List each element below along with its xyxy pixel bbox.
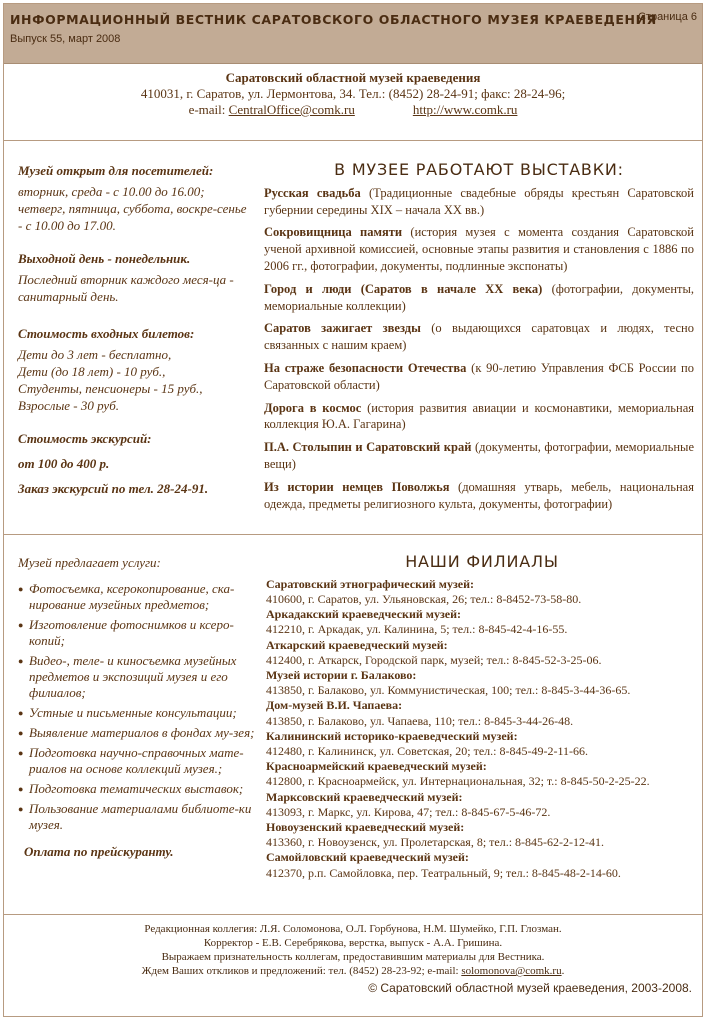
service-item: ● Видео-, теле- и киносъемка музейных предметов и экспозиций музея и его филиалов;	[18, 653, 258, 701]
feedback-suffix: .	[561, 965, 565, 977]
exhibition-description: (документы, фотографии, мемориальные вещи)	[264, 440, 694, 471]
exhibition-description: (к 90-летию Управления ФСБ России по Саратовской области)	[264, 360, 694, 392]
branch-name: Дом-музей В.И. Чапаева:	[266, 698, 403, 713]
email-line	[189, 102, 355, 118]
branch-address: 412370, р.п. Самойловка, пер. Театральный, 9; тел.: 8-845-48-2-14-60.	[266, 865, 621, 880]
exhibition-item	[264, 185, 694, 219]
service-item: ● Подготовка тематических выставок;	[18, 781, 258, 797]
exhibitions-section	[264, 162, 694, 518]
exhibition-item	[264, 320, 694, 354]
branch-item	[266, 698, 698, 728]
exhibition-item	[264, 360, 694, 394]
contact-links	[4, 102, 702, 118]
museum-name: Саратовский областной музей краеведения	[225, 70, 481, 85]
service-item: ● Фотосъемка, ксерокопирование, ска-нирование музейных предметов;	[18, 581, 258, 613]
page-header	[4, 4, 702, 64]
branch-name: Новоузенский краеведческий музей:	[266, 820, 465, 835]
branch-name: Музей истории г. Балаково:	[266, 668, 417, 683]
branch-address: 412210, г. Аркадак, ул. Калинина, 5; тел.: 8-845-42-4-16-55.	[266, 622, 568, 637]
exhibition-title: Город и люди (Саратов в начале XX века)	[264, 281, 543, 296]
email-link[interactable]: CentralOffice@comk.ru	[228, 102, 355, 117]
branch-item	[266, 577, 698, 607]
service-item: ● Выявление материалов в фондах му-зея;	[18, 725, 258, 741]
ticket-price: Студенты, пенсионеры - 15 руб.,	[18, 381, 203, 396]
branch-address: 413093, г. Маркс, ул. Кирова, 47; тел.: 8-845-67-5-46-72.	[266, 804, 551, 819]
proofreader-credit: Корректор - Е.В. Серебрякова, верстка, выпуск - А.А. Гришина.	[203, 937, 503, 949]
exhibition-title: На страже безопасности Отечества	[264, 360, 467, 375]
branch-name: Аркадакский краеведческий музей:	[266, 607, 461, 622]
service-item: ● Пользование материалами библиоте-ки музея.	[18, 801, 258, 833]
email-prefix: e-mail:	[188, 102, 226, 117]
feedback-line	[4, 964, 702, 978]
service-item: ● Подготовка научно-справочных мате-риалов на основе коллекций музея.;	[18, 745, 258, 777]
exhibition-item	[264, 281, 694, 315]
exhibition-description: (о выдающихся саратовцах и людях, тесно связанных с нашим краем)	[264, 321, 694, 353]
newsletter-page	[3, 3, 703, 1017]
branch-address: 412800, г. Красноармейск, ул. Интернациональная, 32; т.: 8-845-50-2-25-22.	[266, 774, 650, 789]
branch-item	[266, 668, 698, 698]
page-number: Страница 6	[637, 11, 697, 23]
branch-item	[266, 850, 698, 880]
divider	[4, 140, 702, 141]
website-link[interactable]: http://www.comk.ru	[412, 102, 518, 117]
exhibition-description: (домашняя утварь, мебель, национальная одежда, предметы религиозного культа, документы, фотографии)	[264, 479, 694, 511]
service-item: ● Изготовление фотоснимков и ксеро-копий;	[18, 617, 258, 649]
branch-address: 413850, г. Балаково, ул. Коммунистическая, 100; тел.: 8-845-3-44-36-65.	[266, 683, 631, 698]
branch-name: Калининский историко-краеведческий музей:	[266, 728, 518, 743]
branch-name: Аткарский краеведческий музей:	[266, 637, 448, 652]
copyright: © Саратовский областной музей краеведения, 2003-2008.	[368, 981, 692, 995]
ticket-price: Взрослые - 30 руб.	[18, 398, 119, 413]
excursions-heading: Стоимость экскурсий:	[18, 431, 152, 446]
exhibition-title: Сокровищница памяти	[264, 225, 403, 240]
exhibition-title: П.А. Столыпин и Саратовский край	[264, 440, 472, 455]
visiting-info	[18, 162, 250, 497]
museum-contacts	[4, 70, 702, 118]
branch-item	[266, 820, 698, 850]
branches-title: НАШИ ФИЛИАЛЫ	[405, 552, 559, 571]
exhibition-item	[264, 224, 694, 274]
ticket-price: Дети до 3 лет - бесплатно,	[18, 347, 172, 362]
hours-schedule: вторник, среда - с 10.00 до 16.00; четверг, пятница, суббота, воскре-сенье - с 10.00 до 17.00.	[18, 184, 247, 233]
feedback-prefix: Ждем Ваших откликов и предложений: тел. (8452) 28-23-92; e-mail:	[141, 965, 462, 977]
service-item: ● Устные и письменные консультации;	[18, 705, 258, 721]
exhibition-item	[264, 479, 694, 513]
branch-name: Самойловский краеведческий музей:	[266, 850, 469, 865]
hours-heading: Музей открыт для посетителей:	[18, 163, 214, 178]
exhibition-title: Саратов зажигает звезды	[264, 321, 421, 336]
branch-item	[266, 790, 698, 820]
museum-address: 410031, г. Саратов, ул. Лермонтова, 34. Тел.: (8452) 28-24-91; факс: 28-24-96;	[140, 86, 566, 101]
thanks-note: Выражаем признательность коллегам, предоставившим материалы для Вестника.	[161, 951, 545, 963]
exhibition-title: Дорога в космос	[264, 400, 362, 415]
branch-item	[266, 759, 698, 789]
branch-item	[266, 729, 698, 759]
tickets-heading: Стоимость входных билетов:	[18, 326, 195, 341]
exhibition-description: (история музея с момента создания Саратовской ученой архивной комиссией, основные этапы развития и становления с 1886 по 2006 гг., фотографии, документы, подлинные экспонаты)	[264, 225, 694, 273]
branch-item	[266, 607, 698, 637]
day-off-note: Последний вторник каждого меся-ца - санитарный день.	[18, 272, 234, 304]
branches-section	[266, 554, 698, 881]
exhibition-item	[264, 439, 694, 473]
exhibitions-title: В МУЗЕЕ РАБОТАЮТ ВЫСТАВКИ:	[334, 160, 624, 179]
branch-name: Красноармейский краеведческий музей:	[266, 759, 487, 774]
branch-name: Саратовский этнографический музей:	[266, 576, 475, 591]
exhibition-title: Русская свадьба	[264, 185, 361, 200]
services-list	[18, 581, 258, 833]
exhibitions-list	[264, 185, 694, 513]
branch-address: 413850, г. Балаково, ул. Чапаева, 110; тел.: 8-845-3-44-26-48.	[266, 713, 574, 728]
page-footer	[4, 922, 702, 978]
exhibition-item	[264, 400, 694, 434]
newsletter-title: ИНФОРМАЦИОННЫЙ ВЕСТНИК САРАТОВСКОГО ОБЛАСТНОГО МУЗЕЯ КРАЕВЕДЕНИЯ	[10, 12, 657, 27]
divider	[4, 914, 702, 915]
exhibition-description: (фотографии, документы, мемориальные коллекции)	[264, 281, 694, 313]
exhibition-description: (история развития авиации и космонавтики, мемориальная коллекция Ю.А. Гагарина)	[264, 400, 694, 432]
branch-item	[266, 638, 698, 668]
services-heading: Музей предлагает услуги:	[18, 555, 161, 570]
ticket-price: Дети (до 18 лет) - 10 руб.,	[18, 364, 166, 379]
exhibition-description: (Традиционные свадебные обряды крестьян Саратовской губернии середины XIX – начала XX вв.)	[264, 185, 695, 217]
branches-list	[266, 577, 698, 881]
branch-address: 412400, г. Аткарск, Городской парк, музей; тел.: 8-845-52-3-25-06.	[266, 652, 602, 667]
exhibition-title: Из истории немцев Поволжья	[264, 479, 450, 494]
branch-address: 413360, г. Новоузенск, ул. Пролетарская, 8; тел.: 8-845-62-2-12-41.	[266, 835, 605, 850]
payment-note: Оплата по прейскуранту.	[24, 844, 174, 859]
branch-name: Марксовский краеведческий музей:	[266, 789, 463, 804]
branch-address: 412480, г. Калининск, ул. Советская, 20; тел.: 8-845-49-2-11-66.	[266, 744, 589, 759]
editorial-board: Редакционная коллегия: Л.Я. Соломонова, О.Л. Горбунова, Н.М. Шумейко, Г.П. Глозман.	[144, 923, 562, 935]
branch-address: 410600, г. Саратов, ул. Ульяновская, 26; тел.: 8-8452-73-58-80.	[266, 592, 582, 606]
divider	[4, 534, 702, 535]
excursions-order: Заказ экскурсий по тел. 28-24-91.	[18, 481, 209, 496]
issue-info: Выпуск 55, март 2008	[10, 33, 121, 45]
services-section	[18, 554, 258, 860]
excursions-price: от 100 до 400 р.	[18, 456, 110, 471]
feedback-email-link[interactable]: solomonova@comk.ru	[461, 965, 562, 977]
day-off-heading: Выходной день - понедельник.	[18, 251, 191, 266]
